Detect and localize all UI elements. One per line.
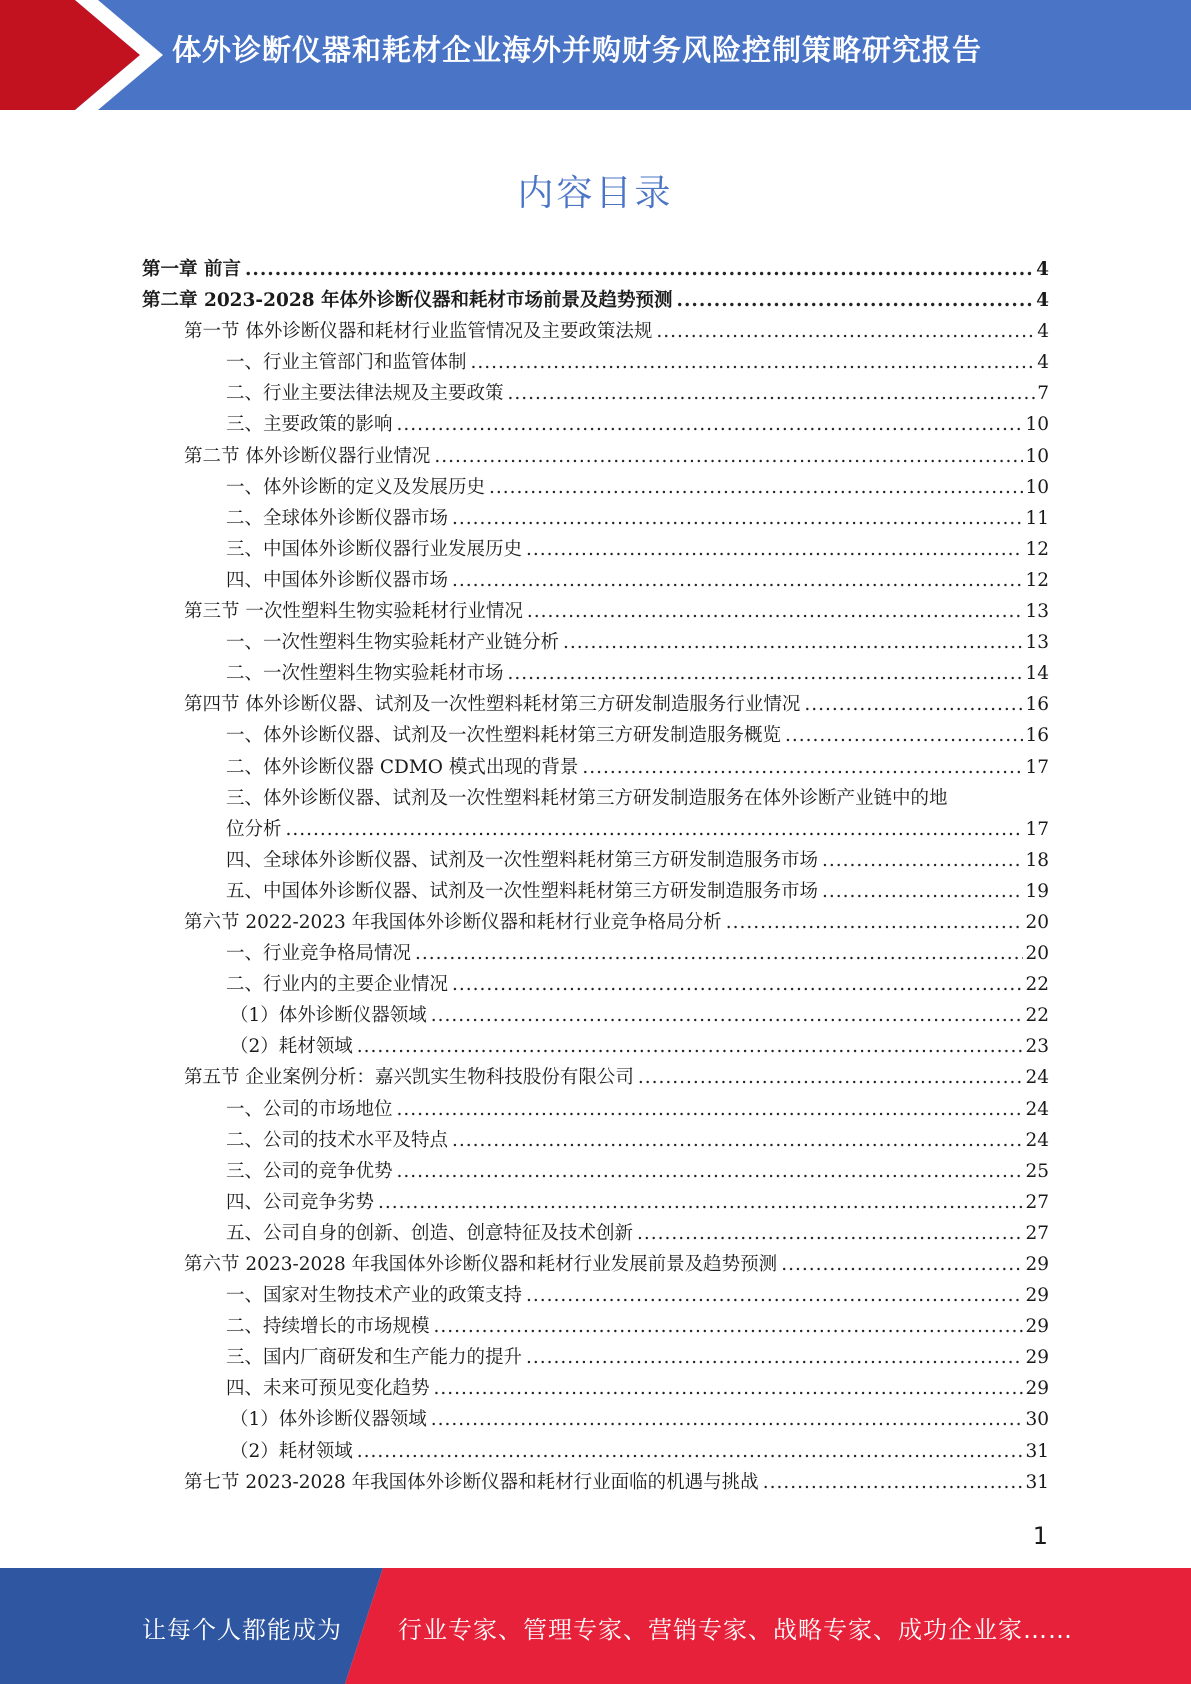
toc-entry-page: 20 (1025, 911, 1049, 933)
toc-entry-page: 24 (1025, 1129, 1049, 1151)
toc-dot-leader (656, 316, 1035, 347)
toc-entry[interactable] (142, 347, 1049, 378)
toc-entry-page: 4 (1037, 321, 1049, 343)
toc-entry-title: 一、一次性塑料生物实验耗材产业链分析 (226, 632, 560, 654)
toc-dot-leader (582, 752, 1023, 783)
toc-entry-title: 第一章 前言 (142, 259, 241, 280)
toc-entry-page: 10 (1025, 445, 1049, 467)
toc-entry-page: 10 (1025, 414, 1049, 436)
toc-entry-title: 第七节 2023-2028 年我国体外诊断仪器和耗材行业面临的机遇与挑战 (184, 1471, 759, 1493)
toc-entry[interactable] (142, 285, 1049, 316)
toc-dot-leader (804, 689, 1023, 720)
toc-entry-title: 四、未来可预见变化趋势 (226, 1378, 430, 1400)
toc-entry-page: 30 (1025, 1409, 1049, 1431)
toc-entry[interactable] (142, 658, 1049, 689)
toc-dot-leader (508, 658, 1024, 689)
toc-entry-page: 19 (1025, 880, 1049, 902)
toc-entry[interactable] (142, 783, 1049, 845)
toc-entry-page: 4 (1036, 290, 1049, 312)
toc-entry[interactable] (142, 1467, 1049, 1498)
toc-entry-page: 13 (1025, 601, 1049, 623)
header-red-chevron (0, 0, 140, 110)
toc-entry[interactable] (142, 1000, 1049, 1031)
toc-entry[interactable] (142, 1280, 1049, 1311)
toc-dot-leader (431, 1000, 1024, 1031)
toc-entry[interactable] (142, 378, 1049, 409)
toc-entry-page: 10 (1025, 476, 1049, 498)
toc-entry-title: 一、体外诊断的定义及发展历史 (226, 476, 486, 498)
toc-entry-title: （1）体外诊断仪器领域 (230, 1409, 427, 1431)
toc-entry[interactable] (142, 1373, 1049, 1404)
toc-dot-leader (286, 814, 1024, 845)
toc-entry-title: 第二节 体外诊断仪器行业情况 (184, 445, 431, 467)
toc-dot-leader (526, 534, 1023, 565)
toc-entry-page: 20 (1025, 943, 1049, 965)
toc-dot-leader (785, 720, 1023, 751)
toc-entry-title: 五、公司自身的创新、创造、创意特征及技术创新 (226, 1222, 634, 1244)
toc-entry[interactable] (142, 938, 1049, 969)
toc-dot-leader (677, 285, 1035, 316)
toc-entry[interactable] (142, 1187, 1049, 1218)
toc-entry-title: 第二章 2023-2028 年体外诊断仪器和耗材市场前景及趋势预测 (142, 290, 673, 312)
toc-dot-leader (434, 1373, 1024, 1404)
toc-entry-page: 27 (1025, 1191, 1049, 1213)
toc-entry-page: 12 (1025, 538, 1049, 560)
toc-entry-page: 12 (1025, 569, 1049, 591)
footer-slogan-left: 让每个人都能成为 (142, 1616, 342, 1644)
toc-entry-title: 五、中国体外诊断仪器、试剂及一次性塑料耗材第三方研发制造服务市场 (226, 880, 819, 902)
toc-entry-title: （2）耗材领域 (230, 1440, 353, 1462)
toc-dot-leader (781, 1249, 1023, 1280)
toc-heading: 内容目录 (517, 173, 674, 214)
toc-entry[interactable] (142, 441, 1049, 472)
toc-entry[interactable] (142, 752, 1049, 783)
toc-dot-leader (471, 347, 1036, 378)
toc-entry-title: 第六节 2023-2028 年我国体外诊断仪器和耗材行业发展前景及趋势预测 (184, 1254, 778, 1275)
toc-dot-leader (526, 1342, 1023, 1373)
toc-dot-leader (763, 1467, 1024, 1498)
toc-dot-leader (245, 254, 1034, 285)
toc-entry-page: 16 (1025, 694, 1049, 716)
toc-dot-leader (434, 441, 1023, 472)
toc-entry-page: 25 (1025, 1160, 1049, 1182)
toc-entry[interactable] (142, 907, 1049, 938)
toc-entry[interactable] (142, 503, 1049, 534)
toc-entry-page: 17 (1025, 756, 1049, 778)
footer-band (0, 1568, 1191, 1684)
toc-entry[interactable] (142, 969, 1049, 1000)
toc-entry-title: 一、体外诊断仪器、试剂及一次性塑料耗材第三方研发制造服务概览 (226, 725, 782, 747)
toc-entry[interactable] (142, 596, 1049, 627)
toc-entry-page: 11 (1025, 507, 1049, 529)
toc-dot-leader (415, 938, 1023, 969)
toc-entry-page: 18 (1025, 849, 1049, 871)
toc-entry[interactable] (142, 1218, 1049, 1249)
toc-entry-page: 13 (1025, 632, 1049, 654)
toc-entry[interactable] (142, 845, 1049, 876)
toc-entry-page: 29 (1025, 1316, 1049, 1338)
toc-dot-leader (489, 472, 1023, 503)
toc-entry-page: 31 (1025, 1471, 1049, 1493)
toc-dot-leader (822, 876, 1023, 907)
toc-entry-title: 一、行业主管部门和监管体制 (226, 352, 467, 374)
toc-entry-page: 23 (1025, 1036, 1049, 1058)
toc-entry-page: 16 (1025, 725, 1049, 747)
footer-slogan-right: 行业专家、管理专家、营销专家、战略专家、成功企业家…… (398, 1616, 1073, 1644)
toc-entry-title: 三、公司的竞争优势 (226, 1160, 393, 1182)
toc-entry-page: 27 (1025, 1222, 1049, 1244)
toc-entry[interactable] (142, 1436, 1049, 1467)
toc-dot-leader (527, 596, 1024, 627)
toc-entry[interactable] (142, 472, 1049, 503)
toc-dot-leader (397, 1156, 1024, 1187)
toc-dot-leader (452, 1125, 1023, 1156)
header-band (0, 0, 1191, 110)
toc-dot-leader (431, 1404, 1024, 1435)
toc-entry-title: 四、全球体外诊断仪器、试剂及一次性塑料耗材第三方研发制造服务市场 (226, 849, 819, 871)
toc-entry-page: 31 (1025, 1440, 1049, 1462)
toc-entry-title: 一、国家对生物技术产业的政策支持 (226, 1285, 523, 1307)
toc-entry-page: 29 (1025, 1378, 1049, 1400)
toc-entry-page: 17 (1025, 818, 1049, 840)
toc-dot-leader (452, 503, 1023, 534)
toc-entry[interactable] (142, 1404, 1049, 1435)
toc-entry-title: 二、公司的技术水平及特点 (226, 1129, 449, 1151)
toc-entry-page: 4 (1036, 259, 1049, 280)
toc-entry-title: 二、体外诊断仪器 CDMO 模式出现的背景 (226, 756, 579, 778)
toc-dot-leader (508, 378, 1036, 409)
table-of-contents (142, 254, 1049, 1498)
toc-dot-leader (637, 1218, 1023, 1249)
toc-entry-title: 二、行业主要法律法规及主要政策 (226, 383, 504, 405)
toc-entry[interactable] (142, 1342, 1049, 1373)
toc-entry-title: 三、中国体外诊断仪器行业发展历史 (226, 538, 523, 560)
toc-entry-title: （2）耗材领域 (230, 1036, 353, 1058)
toc-entry-title: 二、一次性塑料生物实验耗材市场 (226, 663, 504, 685)
toc-dot-leader (726, 907, 1024, 938)
toc-dot-leader (357, 1436, 1024, 1467)
toc-entry-title: 第一节 体外诊断仪器和耗材行业监管情况及主要政策法规 (184, 321, 653, 343)
toc-entry[interactable] (142, 876, 1049, 907)
toc-entry-title: 四、公司竞争劣势 (226, 1191, 375, 1213)
toc-entry-page: 14 (1025, 663, 1049, 685)
toc-entry-page: 29 (1025, 1347, 1049, 1369)
report-title: 体外诊断仪器和耗材企业海外并购财务风险控制策略研究报告 (172, 33, 983, 67)
toc-entry-page: 4 (1037, 352, 1049, 374)
toc-dot-leader (638, 1062, 1024, 1093)
toc-entry-page: 22 (1025, 974, 1049, 996)
toc-entry[interactable] (142, 1094, 1049, 1125)
toc-entry[interactable] (142, 689, 1049, 720)
toc-entry-title: 二、持续增长的市场规模 (226, 1316, 430, 1338)
toc-entry[interactable] (142, 534, 1049, 565)
toc-entry[interactable] (142, 1249, 1049, 1280)
toc-entry[interactable] (142, 565, 1049, 596)
toc-dot-leader (378, 1187, 1023, 1218)
toc-entry-title: 二、全球体外诊断仪器市场 (226, 507, 449, 529)
toc-entry[interactable] (142, 1156, 1049, 1187)
toc-dot-leader (397, 1094, 1024, 1125)
toc-entry-title: （1）体外诊断仪器领域 (230, 1005, 427, 1027)
toc-entry-title: 二、行业内的主要企业情况 (226, 974, 449, 996)
toc-dot-leader (452, 969, 1023, 1000)
toc-entry-title: 一、行业竞争格局情况 (226, 943, 412, 965)
toc-dot-leader (526, 1280, 1023, 1311)
toc-entry[interactable] (142, 627, 1049, 658)
toc-entry-title: 第五节 企业案例分析：嘉兴凯实生物科技股份有限公司 (184, 1067, 634, 1089)
toc-entry[interactable] (142, 1311, 1049, 1342)
toc-entry[interactable] (142, 1031, 1049, 1062)
toc-dot-leader (434, 1311, 1024, 1342)
toc-entry-page: 24 (1025, 1098, 1049, 1120)
toc-dot-leader (397, 409, 1024, 440)
toc-entry-title: 三、体外诊断仪器、试剂及一次性塑料耗材第三方研发制造服务在体外诊断产业链中的地 (226, 787, 948, 809)
toc-entry[interactable] (142, 1062, 1049, 1093)
page-number: 1 (1032, 1522, 1048, 1550)
toc-entry[interactable] (142, 409, 1049, 440)
toc-entry[interactable] (142, 316, 1049, 347)
toc-entry-title: 一、公司的市场地位 (226, 1098, 393, 1120)
toc-dot-leader (357, 1031, 1024, 1062)
toc-entry[interactable] (142, 1125, 1049, 1156)
toc-entry-page: 29 (1025, 1285, 1049, 1307)
toc-entry-title: 第四节 体外诊断仪器、试剂及一次性塑料耗材第三方研发制造服务行业情况 (184, 694, 801, 716)
toc-entry-page: 29 (1025, 1254, 1049, 1275)
toc-entry-title: 三、国内厂商研发和生产能力的提升 (226, 1347, 523, 1369)
toc-entry[interactable] (142, 254, 1049, 285)
toc-entry-page: 22 (1025, 1005, 1049, 1027)
toc-entry-title: 三、主要政策的影响 (226, 414, 393, 436)
toc-entry-title: 第六节 2022-2023 年我国体外诊断仪器和耗材行业竞争格局分析 (184, 911, 722, 933)
toc-dot-leader (452, 565, 1023, 596)
toc-entry-title: 第三节 一次性塑料生物实验耗材行业情况 (184, 601, 523, 623)
toc-dot-leader (563, 627, 1023, 658)
toc-entry-title: 四、中国体外诊断仪器市场 (226, 569, 449, 591)
toc-entry-title-continued: 位分析 (226, 818, 282, 840)
toc-entry-page: 24 (1025, 1067, 1049, 1089)
toc-entry[interactable] (142, 720, 1049, 751)
toc-entry-page: 7 (1037, 383, 1049, 405)
toc-dot-leader (822, 845, 1023, 876)
